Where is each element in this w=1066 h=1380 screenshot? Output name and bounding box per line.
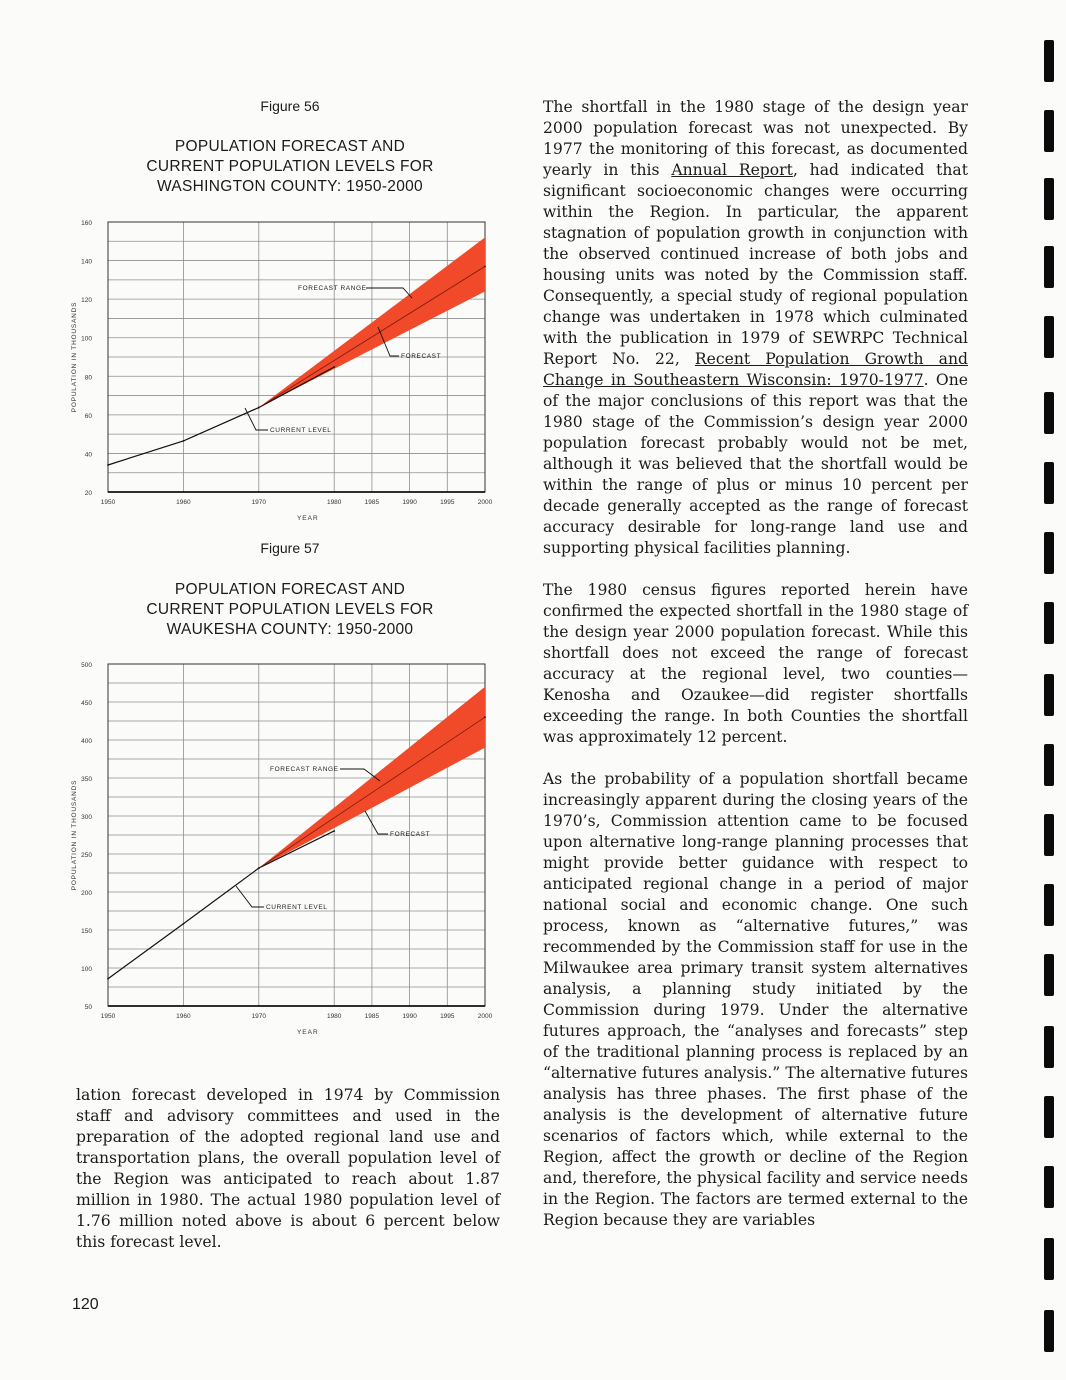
forecast-point: [484, 716, 486, 718]
binding-mark: [1044, 884, 1054, 926]
y-axis-label: POPULATION IN THOUSANDS: [71, 301, 78, 413]
binding-mark: [1044, 744, 1054, 786]
chart-annotation: FORECAST RANGE: [270, 766, 339, 773]
x-tick-label: 1980: [326, 499, 342, 506]
chart-annotation: CURRENT LEVEL: [270, 427, 332, 434]
binding-mark: [1044, 178, 1054, 220]
x-tick-label: 1980: [326, 1013, 342, 1020]
y-tick-label: 300: [81, 814, 92, 821]
forecast-point: [258, 867, 260, 869]
x-tick-label: 2000: [477, 1013, 493, 1020]
annotation-leader: [365, 811, 388, 834]
x-tick-label: 1950: [100, 1013, 116, 1020]
forecast-point: [258, 407, 260, 409]
figure-56-chart: [60, 212, 510, 524]
current-level-point: [107, 464, 109, 466]
binding-mark: [1044, 110, 1054, 152]
p1-text-before: The shortfall in the 1980 stage of the design year 2000 population forecast was not unexpected. By 1977 the monitoring of this forecast, as documented yearly in this: [543, 98, 968, 179]
x-tick-label: 1990: [402, 499, 417, 506]
paragraph-1: [543, 97, 968, 559]
annotation-leader: [245, 408, 268, 430]
current-level-point: [333, 366, 335, 368]
chart-annotation: FORECAST: [390, 831, 431, 838]
chart-annotation: CURRENT LEVEL: [266, 904, 328, 911]
binding-marks: [1038, 0, 1062, 1380]
y-axis-label: POPULATION IN THOUSANDS: [71, 779, 78, 891]
binding-mark: [1044, 532, 1054, 574]
y-tick-label: 150: [81, 928, 92, 935]
y-tick-label: 40: [84, 451, 92, 459]
x-tick-label: 1970: [251, 499, 267, 506]
y-tick-label: 400: [81, 738, 92, 745]
y-tick-label: 100: [81, 335, 92, 343]
figure-57-title-line: POPULATION FORECAST AND: [174, 581, 406, 598]
y-tick-label: 250: [81, 852, 92, 859]
forecast-point: [484, 265, 486, 267]
figure-56-title-line: WASHINGTON COUNTY: 1950-2000: [157, 178, 423, 195]
y-tick-label: 100: [81, 966, 92, 973]
figure-56-title: [80, 137, 500, 197]
binding-mark: [1044, 602, 1054, 644]
figure-57-chart: [60, 654, 510, 1039]
x-tick-label: 1985: [364, 499, 380, 506]
binding-mark: [1044, 674, 1054, 716]
annotation-leader: [236, 886, 264, 907]
x-axis-label: YEAR: [296, 1029, 319, 1036]
x-tick-label: 1970: [251, 1013, 267, 1020]
binding-mark: [1044, 1238, 1054, 1280]
binding-mark: [1044, 1026, 1054, 1068]
binding-mark: [1044, 1310, 1054, 1352]
p1-text-after: . One of the major conclusions of this report was that the 1980 stage of the Commission’s design year 2000 population forecast probably would not be met, although it was believed that the shortfall would be within the range of plus or minus 10 percent per decade generally accepted as the range of forecast accuracy desirable for long-range land use and supporting physical facilities planning.: [543, 371, 968, 557]
binding-mark: [1044, 462, 1054, 504]
paragraph-3: As the probability of a population shortfall became increasingly apparent during the closing years of the 1970’s, Commission attention came to be focused upon alternative long-range planning processes that might provide better guidance with respect to anticipated regional change in a period of major national social and economic change. One such process, known as “alternative futures,” was recommended by the Commission staff for use in the Milwaukee area primary transit system alternatives analysis, a planning study initiated by the Commission during 1979. Under the alternative futures approach, the “analyses and forecasts” step of the traditional planning process is replaced by an “alternative futures analysis.” The alternative futures analysis has three phases. The first phase of the analysis is the development of alternative future scenarios of factors which, while external to the Region, affect the growth or decline of the Region and, therefore, the physical facility and service needs in the Region. The factors are termed external to the Region because they are variables: [543, 770, 968, 1229]
paragraph-2: The 1980 census figures reported herein have confirmed the expected shortfall in the 1980 stage of the design year 2000 population forecast. While this shortfall does not exceed the range of forecast accuracy at the regional level, two counties— Kenosha and Ozaukee—did register shortfalls exceeding the range. In both Counties the shortfall was approximately 12 percent.: [543, 581, 968, 746]
figure-57-title: [80, 580, 500, 640]
right-column: [543, 97, 968, 1231]
y-tick-label: 350: [81, 776, 92, 783]
y-tick-label: 200: [81, 890, 92, 897]
figure-57-title-line: CURRENT POPULATION LEVELS FOR: [146, 601, 434, 618]
binding-mark: [1044, 814, 1054, 856]
x-tick-label: 1950: [100, 499, 116, 506]
y-tick-label: 60: [84, 412, 92, 420]
x-tick-label: 1960: [176, 499, 191, 506]
x-tick-label: 1990: [402, 1013, 417, 1020]
p1-text-middle: , had indicated that significant socioeconomic changes were occurring within the Region. In particular, the apparent stagnation of population growth in conjunction with the observed continued increase of both jobs and housing units was noted by the Commission staff. Consequently, a special study of regional population change was undertaken in 1978 which culminated with the publication in 1979 of SEWRPC Technical Report No. 22,: [543, 161, 968, 368]
binding-mark: [1044, 246, 1054, 288]
y-tick-label: 50: [84, 1004, 92, 1011]
binding-mark: [1044, 954, 1054, 996]
figure-56-title-line: CURRENT POPULATION LEVELS FOR: [146, 158, 434, 175]
chart-annotation: FORECAST RANGE: [298, 285, 367, 292]
binding-mark: [1044, 316, 1054, 358]
y-tick-label: 80: [84, 374, 92, 382]
left-column: [76, 1085, 500, 1253]
y-tick-label: 500: [81, 662, 92, 669]
binding-mark: [1044, 392, 1054, 434]
page-number: 120: [72, 1296, 99, 1313]
technical-report-title: Recent Population Growth and Change in Southeastern Wisconsin: 1970-1977: [543, 350, 968, 389]
left-paragraph: lation forecast developed in 1974 by Commission staff and advisory committees and used in the preparation of the adopted regional land use and transportation plans, the overall population level of the Region was anticipated to reach about 1.87 million in 1980. The actual 1980 population level of 1.76 million noted above is about 6 percent below this forecast level.: [76, 1086, 500, 1251]
figure-57-title-line: WAUKESHA COUNTY: 1950-2000: [166, 621, 414, 638]
current-level-point: [333, 830, 335, 832]
binding-mark: [1044, 40, 1054, 82]
x-tick-label: 1995: [440, 1013, 455, 1020]
y-tick-label: 160: [81, 220, 92, 227]
figure-56-title-line: POPULATION FORECAST AND: [174, 138, 406, 155]
current-level-point: [107, 978, 109, 980]
x-tick-label: 1985: [364, 1013, 380, 1020]
x-axis-label: YEAR: [296, 515, 319, 522]
x-tick-label: 2000: [477, 499, 493, 506]
annual-report-title: Annual Report: [671, 161, 793, 179]
annotation-leader: [366, 288, 412, 298]
figure-56-label: Figure 56: [260, 98, 320, 114]
y-tick-label: 450: [81, 700, 92, 707]
current-level-point: [183, 923, 185, 925]
binding-mark: [1044, 1166, 1054, 1208]
binding-mark: [1044, 1096, 1054, 1138]
x-tick-label: 1960: [176, 1013, 191, 1020]
chart-annotation: FORECAST: [401, 353, 442, 360]
x-tick-label: 1995: [440, 499, 455, 506]
figure-57-label: Figure 57: [260, 540, 320, 556]
y-tick-label: 140: [81, 258, 92, 266]
current-level-point: [183, 440, 185, 442]
y-tick-label: 120: [81, 297, 92, 305]
y-tick-label: 20: [84, 490, 92, 497]
